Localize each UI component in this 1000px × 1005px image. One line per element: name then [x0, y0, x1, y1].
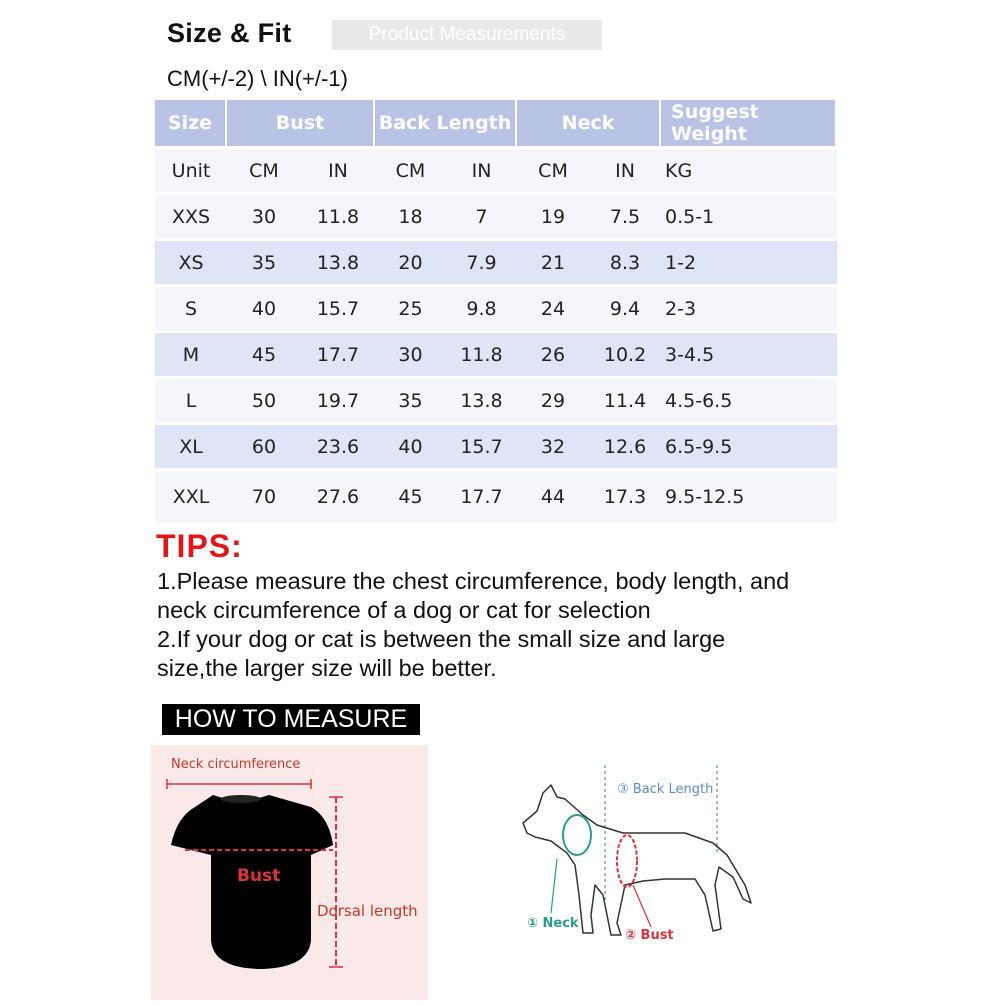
cell-size: XS: [155, 241, 227, 284]
cell-bust-in: 23.6: [301, 425, 375, 468]
cell-size: M: [155, 333, 227, 376]
cell-back-cm: 45: [375, 471, 446, 523]
cell-bust-in: 11.8: [301, 195, 375, 238]
unit-cell: CM: [375, 149, 446, 192]
size-chart-table: [155, 97, 837, 526]
shirt-measure-illustration: [151, 745, 428, 1000]
table-row: [155, 379, 837, 422]
cell-size: L: [155, 379, 227, 422]
cell-weight: 3-4.5: [661, 333, 837, 376]
cell-size: XL: [155, 425, 227, 468]
unit-cell: Unit: [155, 149, 227, 192]
back-length-label: ③ Back Length: [617, 782, 714, 797]
cell-back-in: 9.8: [446, 287, 517, 330]
unit-cell: KG: [661, 149, 837, 192]
cell-bust-in: 15.7: [301, 287, 375, 330]
neck-pointer: [551, 859, 557, 913]
tips-text: [157, 567, 857, 683]
cell-back-cm: 30: [375, 333, 446, 376]
cell-neck-cm: 24: [517, 287, 589, 330]
cell-size: XXS: [155, 195, 227, 238]
neck-circumference-label: Neck circumference: [171, 757, 301, 772]
cell-neck-cm: 21: [517, 241, 589, 284]
cell-bust-cm: 70: [227, 471, 301, 523]
cell-bust-in: 13.8: [301, 241, 375, 284]
cell-back-cm: 35: [375, 379, 446, 422]
bust-label-dog: ② Bust: [625, 928, 674, 943]
cell-back-in: 7.9: [446, 241, 517, 284]
table-row: [155, 333, 837, 376]
tips-line: 1.Please measure the chest circumference, body length, and: [157, 568, 790, 594]
cell-neck-cm: 29: [517, 379, 589, 422]
header-neck: Neck: [517, 100, 661, 146]
cell-bust-cm: 35: [227, 241, 301, 284]
how-to-measure-label: HOW TO MEASURE: [162, 704, 420, 735]
cell-neck-cm: 32: [517, 425, 589, 468]
neck-label: ① Neck: [527, 916, 579, 931]
header-back-length: Back Length: [375, 100, 517, 146]
cell-bust-cm: 60: [227, 425, 301, 468]
cell-weight: 6.5-9.5: [661, 425, 837, 468]
cell-bust-in: 19.7: [301, 379, 375, 422]
bust-pointer: [633, 885, 651, 927]
cell-bust-in: 17.7: [301, 333, 375, 376]
tips-heading: TIPS:: [156, 528, 243, 564]
cell-size: S: [155, 287, 227, 330]
cell-neck-cm: 26: [517, 333, 589, 376]
cell-back-cm: 20: [375, 241, 446, 284]
header-suggest-weight: Suggest Weight: [661, 100, 837, 146]
unit-cell: IN: [301, 149, 375, 192]
table-row: [155, 425, 837, 468]
shirt-diagram: [151, 745, 428, 1000]
cell-weight: 2-3: [661, 287, 837, 330]
cell-weight: 1-2: [661, 241, 837, 284]
cell-weight: 9.5-12.5: [661, 471, 837, 523]
table-row: [155, 287, 837, 330]
cell-neck-in: 9.4: [589, 287, 661, 330]
neck-measure-ring: [563, 815, 591, 855]
table-row: [155, 241, 837, 284]
bust-label: Bust: [237, 866, 281, 886]
cell-bust-cm: 40: [227, 287, 301, 330]
table-row: [155, 195, 837, 238]
cell-back-in: 17.7: [446, 471, 517, 523]
page-title: Size & Fit: [167, 18, 292, 48]
cell-back-in: 11.8: [446, 333, 517, 376]
cell-bust-cm: 30: [227, 195, 301, 238]
header-bust: Bust: [227, 100, 375, 146]
table-row: [155, 471, 837, 523]
tips-line: size,the larger size will be better.: [157, 655, 497, 681]
cell-back-cm: 40: [375, 425, 446, 468]
units-note: CM(+/-2) \ IN(+/-1): [167, 66, 348, 91]
cell-back-in: 7: [446, 195, 517, 238]
tips-line: 2.If your dog or cat is between the small size and large: [157, 626, 726, 652]
header-size: Size: [155, 100, 227, 146]
unit-cell: CM: [227, 149, 301, 192]
cell-weight: 4.5-6.5: [661, 379, 837, 422]
cell-neck-cm: 44: [517, 471, 589, 523]
tips-line: neck circumference of a dog or cat for selection: [157, 597, 651, 623]
product-measurements-badge: Product Measurements: [332, 20, 602, 50]
unit-row: [155, 149, 837, 192]
cell-back-cm: 25: [375, 287, 446, 330]
cell-bust-in: 27.6: [301, 471, 375, 523]
shirt-collar: [221, 795, 261, 803]
cell-weight: 0.5-1: [661, 195, 837, 238]
unit-cell: CM: [517, 149, 589, 192]
cell-back-in: 13.8: [446, 379, 517, 422]
unit-cell: IN: [589, 149, 661, 192]
cell-bust-cm: 50: [227, 379, 301, 422]
cell-back-cm: 18: [375, 195, 446, 238]
dorsal-length-label: Dorsal length: [317, 902, 418, 920]
cell-back-in: 15.7: [446, 425, 517, 468]
cell-bust-cm: 45: [227, 333, 301, 376]
cell-size: XXL: [155, 471, 227, 523]
cell-neck-in: 7.5: [589, 195, 661, 238]
cell-neck-in: 11.4: [589, 379, 661, 422]
cell-neck-cm: 19: [517, 195, 589, 238]
cell-neck-in: 8.3: [589, 241, 661, 284]
cell-neck-in: 12.6: [589, 425, 661, 468]
unit-cell: IN: [446, 149, 517, 192]
table-header-row: [155, 100, 837, 146]
cell-neck-in: 10.2: [589, 333, 661, 376]
bust-measure-ring: [617, 835, 637, 887]
dog-measure-illustration: [505, 755, 765, 965]
dog-diagram: [505, 755, 765, 965]
cell-neck-in: 17.3: [589, 471, 661, 523]
